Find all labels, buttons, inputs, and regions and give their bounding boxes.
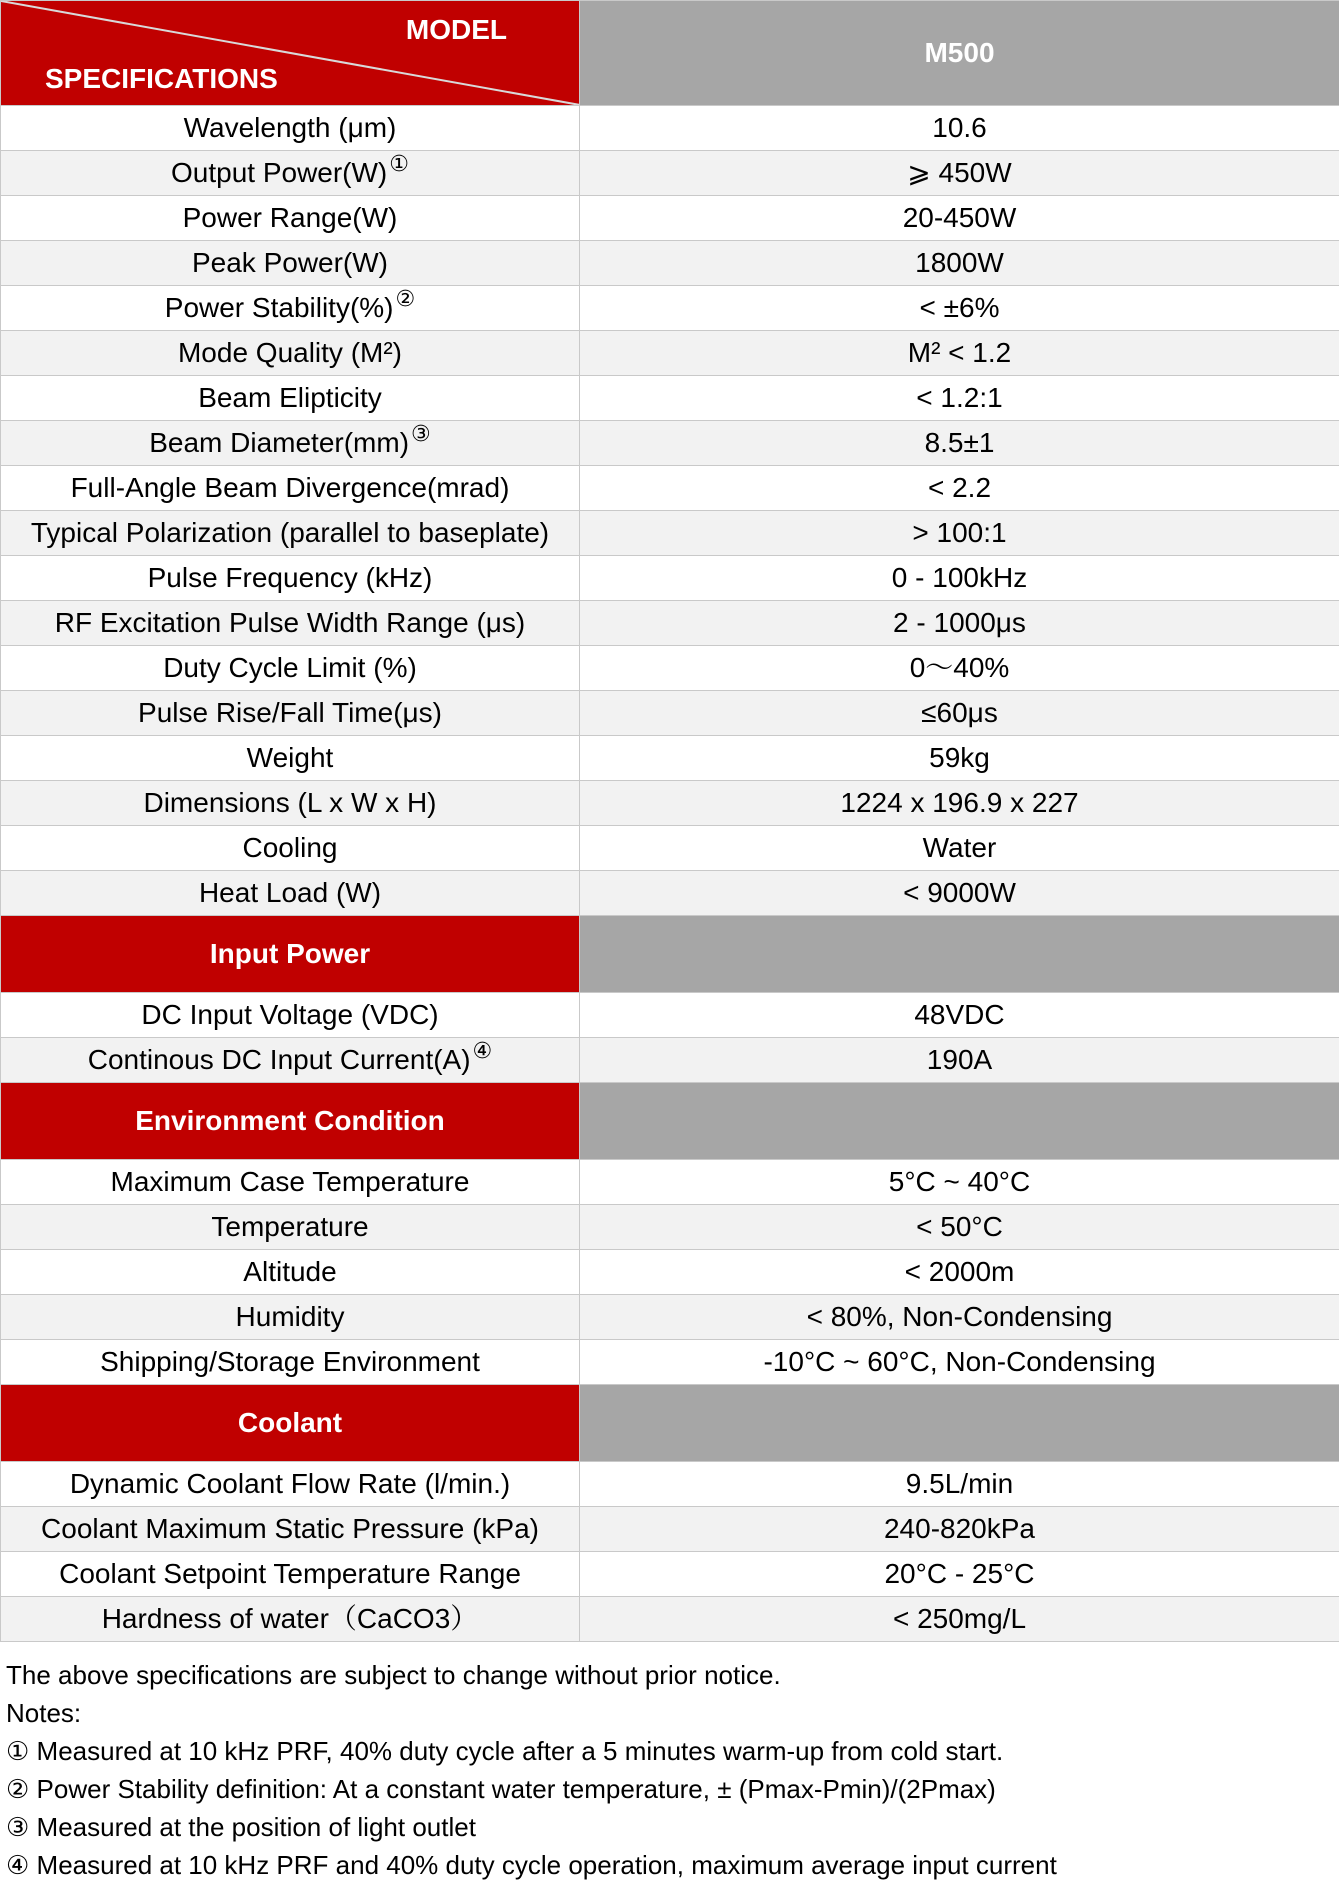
- spec-label: Maximum Case Temperature: [110, 1165, 470, 1197]
- spec-label: Dynamic Coolant Flow Rate (l/min.): [69, 1467, 511, 1499]
- table-row: [1, 1340, 1339, 1385]
- spec-label: Beam Diameter(mm): [149, 426, 410, 458]
- table-row: [1, 466, 1339, 511]
- table-row: [1, 1462, 1339, 1507]
- table-header-row: [1, 1, 1339, 106]
- spec-label-cell: [1, 1552, 580, 1597]
- spec-label-cell: [1, 736, 580, 781]
- spec-label-cell: [1, 1250, 580, 1295]
- spec-label-cell: [1, 466, 580, 511]
- spec-label-cell: [1, 376, 580, 421]
- section-header-filler: [580, 916, 1339, 993]
- spec-label: Continous DC Input Current(A): [87, 1043, 471, 1075]
- spec-value: < 50°C: [580, 1205, 1339, 1250]
- spec-label-cell: [1, 1462, 580, 1507]
- spec-value: 9.5L/min: [580, 1462, 1339, 1507]
- spec-label: Shipping/Storage Environment: [100, 1345, 480, 1377]
- spec-label: Beam Elipticity: [198, 381, 382, 413]
- table-row: [1, 151, 1339, 196]
- spec-value: < 2.2: [580, 466, 1339, 511]
- spec-value: > 100:1: [580, 511, 1339, 556]
- spec-label: Pulse Rise/Fall Time(μs): [138, 696, 442, 728]
- spec-label: Altitude: [243, 1255, 337, 1287]
- spec-value: 2 - 1000μs: [580, 601, 1339, 646]
- spec-label-cell: [1, 1295, 580, 1340]
- spec-value: 1800W: [580, 241, 1339, 286]
- spec-value: 190A: [580, 1038, 1339, 1083]
- table-row: [1, 1507, 1339, 1552]
- table-row: [1, 1552, 1339, 1597]
- section-title: Coolant: [1, 1385, 580, 1462]
- spec-label-cell: [1, 1160, 580, 1205]
- spec-value: 10.6: [580, 106, 1339, 151]
- spec-label-cell: [1, 151, 580, 196]
- spec-label-cell: [1, 556, 580, 601]
- spec-label: DC Input Voltage (VDC): [141, 998, 439, 1030]
- spec-value: 5°C ~ 40°C: [580, 1160, 1339, 1205]
- spec-value: 48VDC: [580, 993, 1339, 1038]
- spec-label: Weight: [246, 741, 334, 773]
- spec-label-cell: [1, 331, 580, 376]
- coolant-section: [1, 1385, 1339, 1642]
- section-header-row: [1, 1385, 1339, 1462]
- spec-value: 1224 x 196.9 x 227: [580, 781, 1339, 826]
- table-row: [1, 331, 1339, 376]
- table-row: [1, 1295, 1339, 1340]
- environment-section: [1, 1083, 1339, 1385]
- footnote-marker: ①: [389, 150, 409, 176]
- spec-label-cell: [1, 781, 580, 826]
- table-row: [1, 993, 1339, 1038]
- spec-value: 8.5±1: [580, 421, 1339, 466]
- spec-label-cell: [1, 286, 580, 331]
- footnote-marker: ④: [472, 1037, 493, 1063]
- notes-heading: Notes:: [6, 1698, 82, 1728]
- spec-value: 240-820kPa: [580, 1507, 1339, 1552]
- spec-label: Temperature: [211, 1210, 369, 1242]
- note-item: ① Measured at 10 kHz PRF, 40% duty cycle after a 5 minutes warm-up from cold start.: [6, 1736, 1004, 1766]
- spec-label-cell: [1, 196, 580, 241]
- table-row: [1, 1038, 1339, 1083]
- spec-value: < 1.2:1: [580, 376, 1339, 421]
- table-row: [1, 736, 1339, 781]
- spec-label: RF Excitation Pulse Width Range (μs): [54, 606, 526, 638]
- spec-label: Power Range(W): [182, 201, 398, 233]
- spec-label: Output Power(W): [170, 156, 388, 188]
- note-item: ② Power Stability definition: At a constant water temperature, ± (Pmax-Pmin)/(2Pmax): [6, 1774, 996, 1804]
- header-corner-cell: [1, 1, 580, 106]
- spec-value: < ±6%: [580, 286, 1339, 331]
- spec-value: < 80%, Non-Condensing: [580, 1295, 1339, 1340]
- spec-label: Power Stability(%): [164, 291, 394, 323]
- model-name: M500: [580, 1, 1339, 106]
- table-row: [1, 376, 1339, 421]
- spec-label-cell: [1, 421, 580, 466]
- section-header-filler: [580, 1083, 1339, 1160]
- spec-value: Water: [580, 826, 1339, 871]
- table-row: [1, 196, 1339, 241]
- spec-label-cell: [1, 826, 580, 871]
- table-row: [1, 781, 1339, 826]
- notes-block: [6, 1656, 1326, 1884]
- input-power-section: [1, 916, 1339, 1083]
- spec-label-cell: [1, 106, 580, 151]
- table-row: [1, 286, 1339, 331]
- spec-value: 0～40%: [580, 646, 1339, 691]
- spec-label-cell: [1, 1507, 580, 1552]
- section-title: Input Power: [1, 916, 580, 993]
- spec-label-cell: [1, 1038, 580, 1083]
- spec-label-cell: [1, 646, 580, 691]
- footnote-marker: ②: [395, 285, 416, 311]
- spec-value: ⩾ 450W: [580, 151, 1339, 196]
- spec-label: Duty Cycle Limit (%): [163, 651, 417, 683]
- spec-value: 59kg: [580, 736, 1339, 781]
- table-row: [1, 601, 1339, 646]
- spec-value: < 250mg/L: [580, 1597, 1339, 1642]
- spec-label: Wavelength (μm): [183, 111, 397, 143]
- note-item: ④ Measured at 10 kHz PRF and 40% duty cycle operation, maximum average input current: [6, 1850, 1057, 1880]
- table-row: [1, 421, 1339, 466]
- spec-label-cell: [1, 601, 580, 646]
- spec-label-cell: [1, 993, 580, 1038]
- spec-label: Coolant Maximum Static Pressure (kPa): [41, 1512, 539, 1544]
- spec-label: Mode Quality (M²): [177, 336, 403, 368]
- table-row: [1, 511, 1339, 556]
- spec-label-cell: [1, 241, 580, 286]
- specifications-label: SPECIFICATIONS: [45, 63, 278, 95]
- table-row: [1, 1250, 1339, 1295]
- table-row: [1, 1160, 1339, 1205]
- spec-value: 20°C - 25°C: [580, 1552, 1339, 1597]
- table-row: [1, 871, 1339, 916]
- spec-label-cell: [1, 871, 580, 916]
- table-row: [1, 241, 1339, 286]
- spec-label-cell: [1, 511, 580, 556]
- spec-label: Dimensions (L x W x H): [143, 786, 437, 818]
- spec-label: Coolant Setpoint Temperature Range: [59, 1557, 521, 1589]
- table-row: [1, 106, 1339, 151]
- footnote-marker: ③: [411, 420, 431, 446]
- spec-value: -10°C ~ 60°C, Non-Condensing: [580, 1340, 1339, 1385]
- spec-value: M² < 1.2: [580, 331, 1339, 376]
- spec-label-cell: [1, 1205, 580, 1250]
- spec-label: Pulse Frequency (kHz): [147, 561, 433, 593]
- spec-label: Peak Power(W): [191, 246, 389, 278]
- spec-label: Humidity: [235, 1300, 345, 1332]
- spec-label: Cooling: [242, 831, 338, 863]
- section-header-filler: [580, 1385, 1339, 1462]
- section-title: Environment Condition: [1, 1083, 580, 1160]
- spec-label-cell: [1, 691, 580, 736]
- spec-value: < 9000W: [580, 871, 1339, 916]
- spec-label: Heat Load (W): [198, 876, 382, 908]
- table-row: [1, 556, 1339, 601]
- spec-label: Typical Polarization (parallel to baseplate): [30, 516, 550, 548]
- spec-value: ≤60μs: [580, 691, 1339, 736]
- table-row: [1, 826, 1339, 871]
- spec-label-cell: [1, 1340, 580, 1385]
- table-row: [1, 1597, 1339, 1642]
- spec-value: 0 - 100kHz: [580, 556, 1339, 601]
- note-item: ③ Measured at the position of light outlet: [6, 1812, 476, 1842]
- section-header-row: [1, 916, 1339, 993]
- spec-label-cell: [1, 1597, 580, 1642]
- model-label: MODEL: [405, 14, 507, 45]
- spec-value: < 2000m: [580, 1250, 1339, 1295]
- section-header-row: [1, 1083, 1339, 1160]
- table-row: [1, 646, 1339, 691]
- table-row: [1, 1205, 1339, 1250]
- spec-value: 20-450W: [580, 196, 1339, 241]
- disclaimer-text: The above specifications are subject to change without prior notice.: [6, 1660, 781, 1690]
- spec-label: Full-Angle Beam Divergence(mrad): [70, 471, 510, 503]
- spec-label: Hardness of water（CaCO3）: [101, 1602, 479, 1634]
- table-row: [1, 691, 1339, 736]
- spec-body: [1, 106, 1339, 916]
